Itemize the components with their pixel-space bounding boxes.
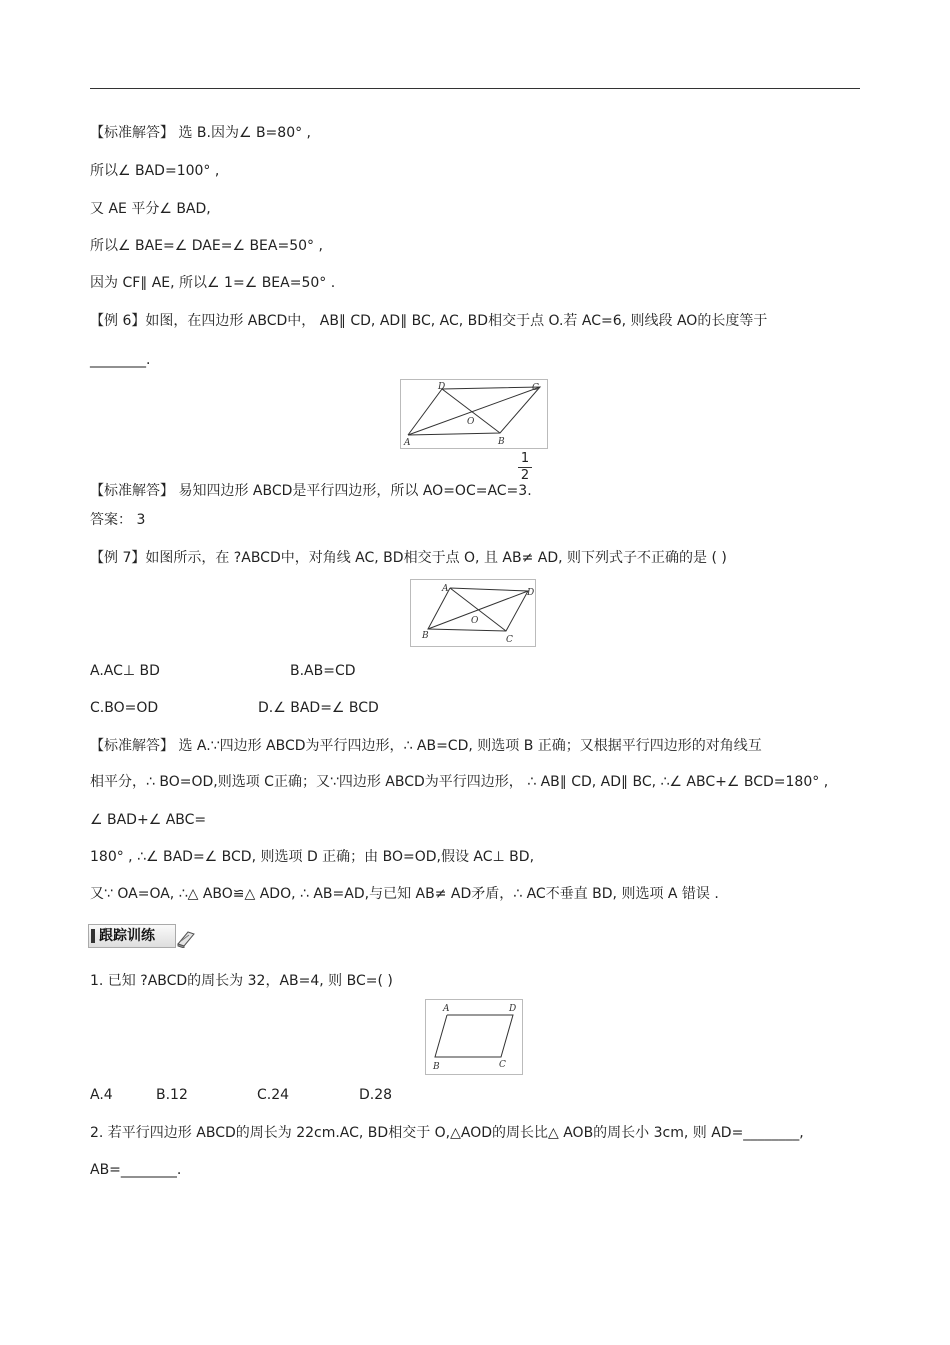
fig1-label-c: C xyxy=(532,383,539,393)
fig3-label-b: B xyxy=(433,1062,440,1072)
option-c: C.BO=OD xyxy=(90,700,159,716)
exercise-2-blank: AB=________. xyxy=(90,1162,182,1178)
example-7-question: 【例 7】如图所示，在 ?ABCD中，对角线 AC, BD相交于点 O, 且 AB≠ AD, 则下列式子不正确的是 ( ) xyxy=(90,550,727,566)
fig3-label-d: D xyxy=(509,1004,517,1014)
badge-label: 跟踪训练 xyxy=(88,924,176,948)
fig3-label-c: C xyxy=(499,1060,506,1070)
exercise-1-option-b: B.12 xyxy=(156,1087,188,1103)
solution-line-1: 【标准解答】 选 A.∵四边形 ABCD为平行四边形，∴ AB=CD, 则选项 B 正确；又根据平行四边形的对角线互 xyxy=(90,738,762,754)
fig3-label-a: A xyxy=(443,1004,450,1014)
fig2-label-a: A xyxy=(442,584,449,594)
fig2-label-b: B xyxy=(422,631,429,641)
option-d: D.∠ BAD=∠ BCD xyxy=(258,700,379,716)
fraction-numerator: 1 xyxy=(520,451,530,466)
exercise-1-option-d: D.28 xyxy=(359,1087,393,1103)
follow-up-practice-badge xyxy=(88,924,196,950)
solution-line-3: ∠ BAD+∠ ABC= xyxy=(90,812,207,828)
fig1-label-o: O xyxy=(467,417,475,427)
exercise-1-option-c: C.24 xyxy=(257,1087,290,1103)
header-rule xyxy=(90,88,860,89)
example-7-figure xyxy=(410,579,536,647)
exercise-1-option-a: A.4 xyxy=(90,1087,113,1103)
fig2-label-d: D xyxy=(527,588,535,598)
fraction-one-half xyxy=(518,452,532,483)
answer-line-5: 因为 CF∥ AE, 所以∠ 1=∠ BEA=50° . xyxy=(90,275,336,291)
option-a: A.AC⊥ BD xyxy=(90,663,160,679)
solution-line-5: 又∵ OA=OA, ∴△ ABO≌△ ADO, ∴ AB=AD,与已知 AB≠ AD矛盾，∴ AC不垂直 BD, 则选项 A 错误 . xyxy=(90,886,719,902)
example-6-question: 【例 6】如图，在四边形 ABCD中， AB∥ CD, AD∥ BC, AC, BD相交于点 O.若 AC=6, 则线段 AO的长度等于 xyxy=(90,313,768,329)
fig1-label-b: B xyxy=(498,437,505,447)
fraction-denominator: 2 xyxy=(520,468,530,483)
fig1-label-d: D xyxy=(438,382,446,392)
fig1-label-a: A xyxy=(404,438,411,448)
option-b: B.AB=CD xyxy=(290,663,356,679)
exercise-2-question: 2. 若平行四边形 ABCD的周长为 22cm.AC, BD相交于 O,△AOD的周长比△ AOB的周长小 3cm, 则 AD=________, xyxy=(90,1125,804,1141)
answer-line-1: 【标准解答】 选 B.因为∠ B=80° , xyxy=(90,125,312,141)
example-6-answer: 【标准解答】 易知四边形 ABCD是平行四边形，所以 AO=OC=AC=3. xyxy=(90,483,532,499)
exercise-1-question: 1. 已知 ?ABCD的周长为 32，AB=4, 则 BC=( ) xyxy=(90,973,393,989)
solution-line-4: 180° , ∴∠ BAD=∠ BCD, 则选项 D 正确；由 BO=OD,假设 AC⊥ BD, xyxy=(90,849,535,865)
book-icon xyxy=(176,926,196,948)
answer-line-3: 又 AE 平分∠ BAD, xyxy=(90,201,211,217)
example-6-result: 答案： 3 xyxy=(90,512,146,528)
example-6-blank: ________. xyxy=(90,352,151,368)
fig2-label-o: O xyxy=(471,616,479,626)
exercise-1-figure xyxy=(425,999,523,1075)
answer-line-2: 所以∠ BAD=100° , xyxy=(90,163,220,179)
answer-line-4: 所以∠ BAE=∠ DAE=∠ BEA=50° , xyxy=(90,238,323,254)
example-6-figure xyxy=(400,379,548,449)
solution-line-2: 相平分，∴ BO=OD,则选项 C正确；又∵四边形 ABCD为平行四边形， ∴ AB∥ CD, AD∥ BC, ∴∠ ABC+∠ BCD=180° , xyxy=(90,774,829,790)
fig2-label-c: C xyxy=(506,635,513,645)
